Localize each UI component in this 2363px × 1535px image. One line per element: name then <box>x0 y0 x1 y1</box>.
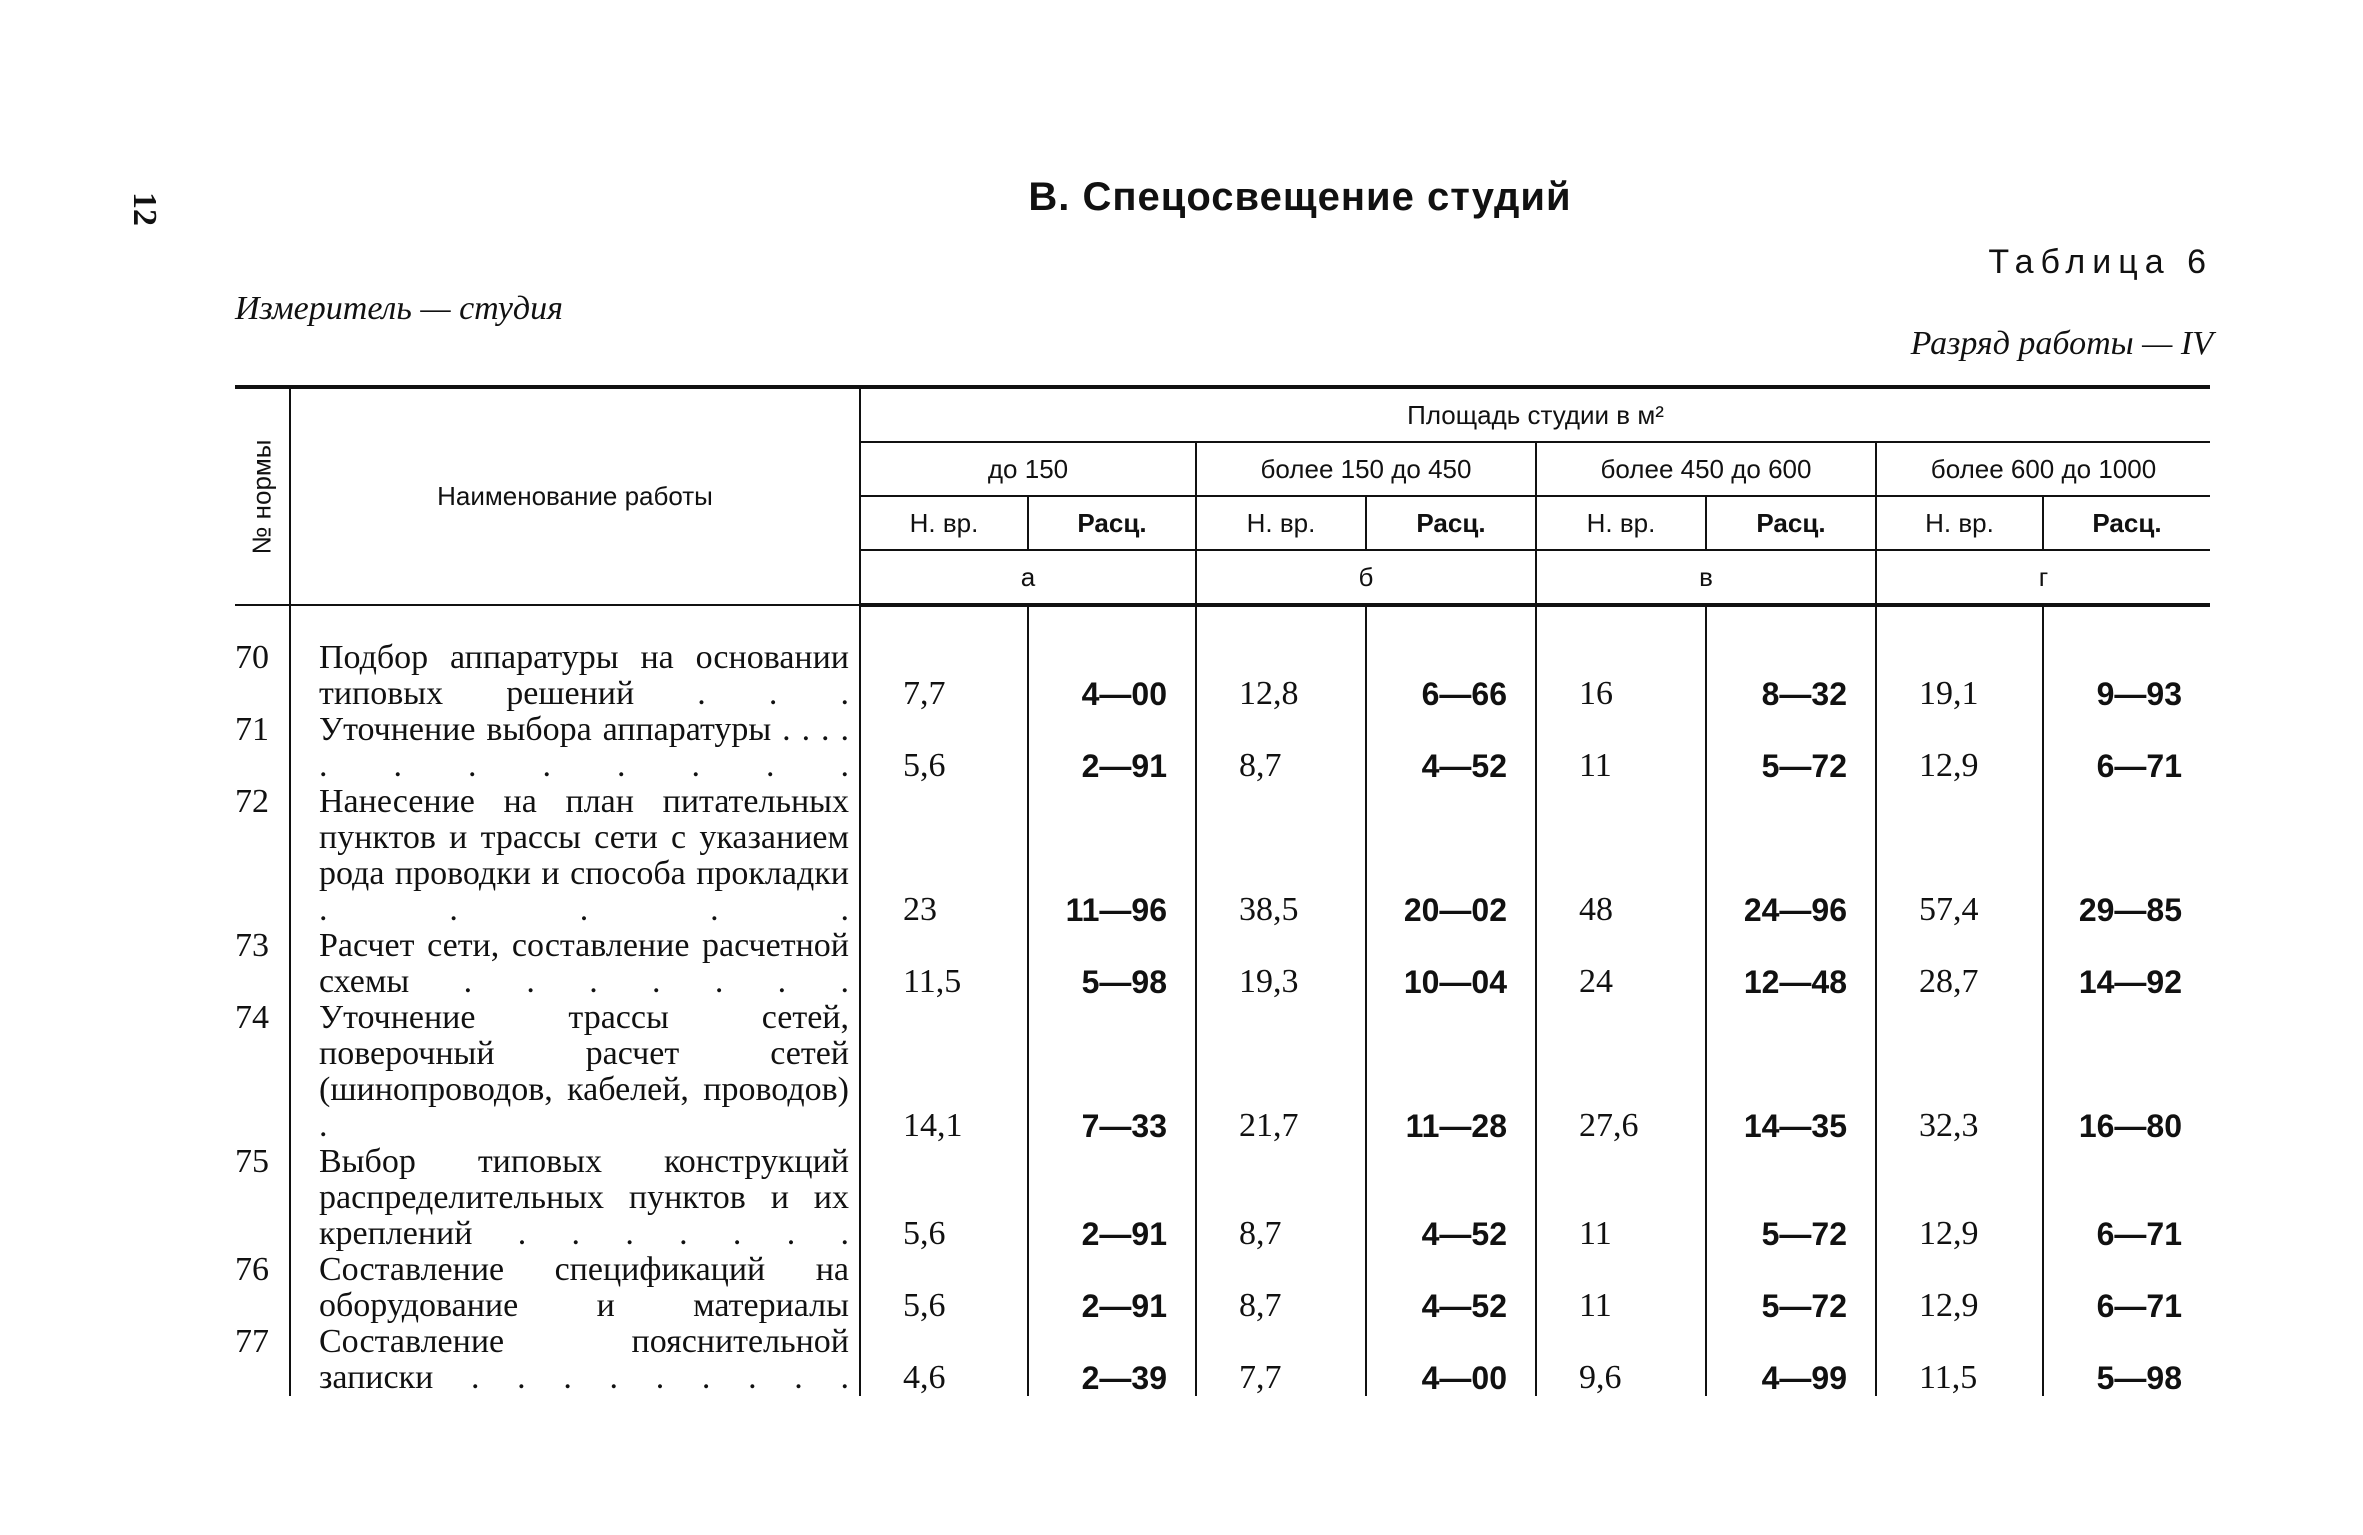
price-cell: 4—52 <box>1366 1144 1536 1252</box>
time-norm-cell: 11 <box>1536 1252 1706 1324</box>
time-norm-cell: 8,7 <box>1196 1144 1366 1252</box>
work-name: Составление спецификаций на оборудование и материалы <box>290 1252 860 1324</box>
time-norm-cell: 11 <box>1536 1144 1706 1252</box>
price-cell: 5—72 <box>1706 712 1876 784</box>
header-area: Площадь студии в м² <box>860 387 2210 442</box>
price-cell: 4—99 <box>1706 1324 1876 1396</box>
norm-number: 73 <box>235 928 290 1000</box>
time-norm-cell: 28,7 <box>1876 928 2043 1000</box>
time-norm-cell: 27,6 <box>1536 1000 1706 1144</box>
price-cell: 2—91 <box>1028 1252 1196 1324</box>
time-norm-cell: 5,6 <box>860 1252 1028 1324</box>
time-norm-cell: 24 <box>1536 928 1706 1000</box>
price-cell: 4—52 <box>1366 1252 1536 1324</box>
time-norm-cell: 11,5 <box>860 928 1028 1000</box>
table-body <box>235 605 2210 1396</box>
price-cell: 6—71 <box>2043 712 2210 784</box>
price-cell: 7—33 <box>1028 1000 1196 1144</box>
time-norm-cell: 7,7 <box>1196 1324 1366 1396</box>
price-cell: 2—91 <box>1028 712 1196 784</box>
header-norm-no-label: № нормы <box>246 439 277 554</box>
table-row <box>235 928 2210 1000</box>
table-row <box>235 784 2210 928</box>
header-time: Н. вр. <box>1196 496 1366 550</box>
time-norm-cell: 11,5 <box>1876 1324 2043 1396</box>
header-time: Н. вр. <box>860 496 1028 550</box>
table-row <box>235 1324 2210 1396</box>
norms-table <box>235 385 2210 1396</box>
time-norm-cell: 12,8 <box>1196 605 1366 712</box>
price-cell: 5—98 <box>1028 928 1196 1000</box>
header-column-code: а <box>860 550 1196 605</box>
price-cell: 4—00 <box>1028 605 1196 712</box>
price-cell: 10—04 <box>1366 928 1536 1000</box>
price-cell: 9—93 <box>2043 605 2210 712</box>
price-cell: 11—96 <box>1028 784 1196 928</box>
price-cell: 5—72 <box>1706 1144 1876 1252</box>
header-column-code: г <box>1876 550 2210 605</box>
price-cell: 29—85 <box>2043 784 2210 928</box>
work-name: Выбор типовых конструкций распределительных пунктов и их креплений . . . . . . . <box>290 1144 860 1252</box>
norm-number: 74 <box>235 1000 290 1144</box>
header-price: Расц. <box>1366 496 1536 550</box>
price-cell: 24—96 <box>1706 784 1876 928</box>
norm-number: 75 <box>235 1144 290 1252</box>
norm-number: 77 <box>235 1324 290 1396</box>
time-norm-cell: 8,7 <box>1196 1252 1366 1324</box>
header-time: Н. вр. <box>1536 496 1706 550</box>
table-row <box>235 605 2210 712</box>
header-price: Расц. <box>1028 496 1196 550</box>
header-column-code: б <box>1196 550 1536 605</box>
time-norm-cell: 14,1 <box>860 1000 1028 1144</box>
norm-number: 76 <box>235 1252 290 1324</box>
time-norm-cell: 48 <box>1536 784 1706 928</box>
header-time: Н. вр. <box>1876 496 2043 550</box>
time-norm-cell: 12,9 <box>1876 712 2043 784</box>
header-norm-no <box>235 387 290 605</box>
price-cell: 20—02 <box>1366 784 1536 928</box>
price-cell: 16—80 <box>2043 1000 2210 1144</box>
time-norm-cell: 57,4 <box>1876 784 2043 928</box>
time-norm-cell: 19,1 <box>1876 605 2043 712</box>
header-area-group: более 600 до 1000 <box>1876 442 2210 496</box>
header-price: Расц. <box>2043 496 2210 550</box>
price-cell: 12—48 <box>1706 928 1876 1000</box>
work-name: Подбор аппаратуры на основании типовых решений . . . <box>290 605 860 712</box>
time-norm-cell: 38,5 <box>1196 784 1366 928</box>
price-cell: 8—32 <box>1706 605 1876 712</box>
header-column-code: в <box>1536 550 1876 605</box>
work-grade: Разряд работы — IV <box>1910 325 2213 362</box>
table-row <box>235 1000 2210 1144</box>
table-row <box>235 712 2210 784</box>
work-name: Расчет сети, составление расчетной схемы . . . . . . . <box>290 928 860 1000</box>
section-title: В. Спецосвещение студий <box>1028 175 1572 219</box>
work-name: Уточнение выбора аппаратуры . . . . . . . . . . . . <box>290 712 860 784</box>
work-name: Нанесение на план питательных пунктов и трассы сети с указанием рода проводки и способа прокладки . . . . . <box>290 784 860 928</box>
price-cell: 4—00 <box>1366 1324 1536 1396</box>
time-norm-cell: 11 <box>1536 712 1706 784</box>
time-norm-cell: 7,7 <box>860 605 1028 712</box>
price-cell: 5—72 <box>1706 1252 1876 1324</box>
price-cell: 2—39 <box>1028 1324 1196 1396</box>
header-price: Расц. <box>1706 496 1876 550</box>
price-cell: 4—52 <box>1366 712 1536 784</box>
price-cell: 2—91 <box>1028 1144 1196 1252</box>
time-norm-cell: 12,9 <box>1876 1144 2043 1252</box>
header-area-group: более 450 до 600 <box>1536 442 1876 496</box>
price-cell: 14—92 <box>2043 928 2210 1000</box>
header-area-group: более 150 до 450 <box>1196 442 1536 496</box>
time-norm-cell: 16 <box>1536 605 1706 712</box>
time-norm-cell: 23 <box>860 784 1028 928</box>
table-row <box>235 1144 2210 1252</box>
price-cell: 11—28 <box>1366 1000 1536 1144</box>
work-name: Уточнение трассы сетей, поверочный расчет сетей (шинопроводов, кабелей, проводов) . <box>290 1000 860 1144</box>
measure-unit: Измеритель — студия <box>235 290 563 327</box>
time-norm-cell: 9,6 <box>1536 1324 1706 1396</box>
price-cell: 6—66 <box>1366 605 1536 712</box>
time-norm-cell: 21,7 <box>1196 1000 1366 1144</box>
norm-number: 71 <box>235 712 290 784</box>
norm-number: 70 <box>235 605 290 712</box>
time-norm-cell: 5,6 <box>860 712 1028 784</box>
header-work-name: Наименование работы <box>290 387 860 605</box>
price-cell: 6—71 <box>2043 1252 2210 1324</box>
price-cell: 14—35 <box>1706 1000 1876 1144</box>
norm-number: 72 <box>235 784 290 928</box>
price-cell: 5—98 <box>2043 1324 2210 1396</box>
header-area-group: до 150 <box>860 442 1196 496</box>
price-cell: 6—71 <box>2043 1144 2210 1252</box>
time-norm-cell: 8,7 <box>1196 712 1366 784</box>
time-norm-cell: 5,6 <box>860 1144 1028 1252</box>
table-row <box>235 1252 2210 1324</box>
work-name: Составление пояснительной записки . . . . . . . . . <box>290 1324 860 1396</box>
time-norm-cell: 32,3 <box>1876 1000 2043 1144</box>
time-norm-cell: 4,6 <box>860 1324 1028 1396</box>
time-norm-cell: 12,9 <box>1876 1252 2043 1324</box>
table-label: Таблица 6 <box>1988 243 2213 281</box>
time-norm-cell: 19,3 <box>1196 928 1366 1000</box>
page-number: 12 <box>126 192 163 226</box>
